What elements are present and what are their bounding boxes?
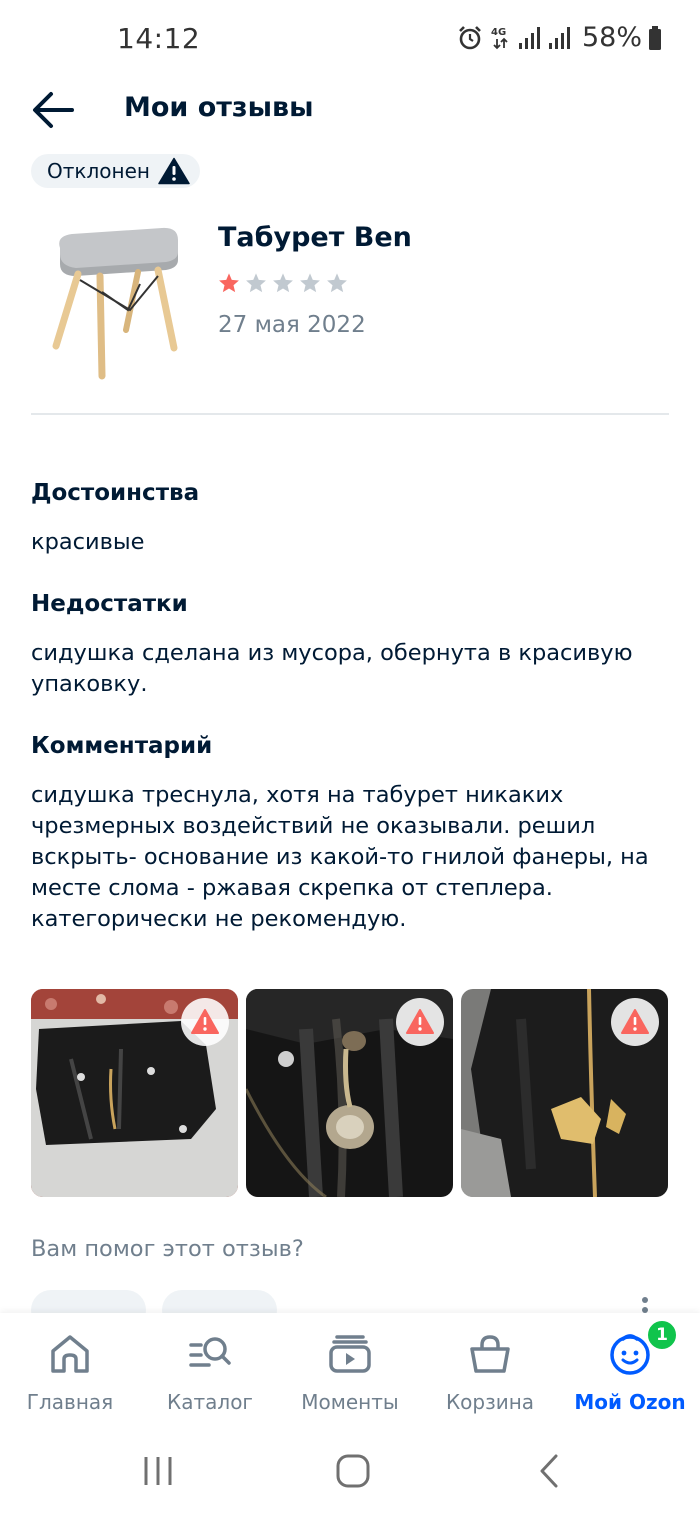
nav-catalog-label: Каталог	[167, 1390, 253, 1414]
star-empty-icon	[299, 272, 321, 294]
status-bar	[0, 0, 700, 80]
alert-triangle-icon	[190, 1008, 220, 1036]
page-title: Мои отзывы	[124, 92, 314, 123]
signal-icon-2	[548, 25, 572, 51]
star-empty-icon	[326, 272, 348, 294]
catalog-icon	[187, 1331, 233, 1377]
nav-home-label: Главная	[26, 1390, 114, 1414]
review-date: 27 мая 2022	[218, 312, 366, 338]
disadvantages-title: Недостатки	[31, 591, 188, 617]
product-name[interactable]: Табурет Ben	[218, 222, 412, 253]
nav-cart-label: Корзина	[445, 1390, 535, 1414]
helpful-question: Вам помог этот отзыв?	[31, 1236, 304, 1262]
alarm-icon	[456, 24, 484, 52]
arrow-left-icon	[30, 88, 76, 132]
nav-my-ozon-label: Мой Ozon	[574, 1390, 686, 1414]
advantages-title: Достоинства	[31, 480, 200, 506]
review-status-label: Отклонен	[47, 159, 150, 183]
review-photo-3[interactable]	[461, 989, 668, 1197]
divider	[31, 413, 669, 415]
stool-image	[46, 214, 186, 384]
home-button-icon[interactable]	[333, 1451, 373, 1491]
review-photos	[31, 989, 668, 1197]
moments-icon	[327, 1331, 373, 1377]
photo-warning-badge	[396, 998, 444, 1046]
nav-moments-label: Моменты	[301, 1390, 399, 1414]
nav-home[interactable]	[0, 1313, 140, 1425]
app-header	[0, 80, 700, 144]
signal-icon	[518, 25, 542, 51]
recent-apps-icon[interactable]	[138, 1451, 178, 1491]
home-icon	[47, 1331, 93, 1377]
battery-percent: 58%	[581, 22, 642, 53]
notification-badge: 1	[646, 1319, 678, 1351]
rating-stars	[218, 272, 348, 294]
review-photo-1[interactable]	[31, 989, 238, 1197]
product-image[interactable]	[46, 214, 186, 384]
warning-icon	[158, 157, 190, 185]
back-button[interactable]	[30, 88, 80, 132]
review-photo-2[interactable]	[246, 989, 453, 1197]
cart-icon	[467, 1331, 513, 1377]
nav-my-ozon[interactable]	[560, 1313, 700, 1425]
network-4g-icon	[490, 24, 512, 52]
nav-moments[interactable]	[280, 1313, 420, 1425]
nav-cart[interactable]	[420, 1313, 560, 1425]
advantages-text: красивые	[31, 529, 145, 555]
disadvantages-text: сидушка сделана из мусора, обернута в красивую упаковку.	[31, 640, 633, 697]
alert-triangle-icon	[620, 1008, 650, 1036]
comment-title: Комментарий	[31, 733, 213, 759]
nav-catalog[interactable]	[140, 1313, 280, 1425]
alert-triangle-icon	[405, 1008, 435, 1036]
status-icons	[456, 22, 662, 53]
star-filled-icon	[218, 272, 240, 294]
comment-text: сидушка треснула, хотя на табурет никаких чрезмерных воздействий не оказывали. решил вскрыть- основание из какой-то гнилой фанеры, на месте слома - ржавая скрепка от степлера. категорически не рекомендую.	[31, 782, 649, 932]
star-empty-icon	[272, 272, 294, 294]
battery-icon	[648, 25, 662, 51]
system-navigation-bar	[0, 1425, 700, 1517]
review-status-badge[interactable]	[31, 154, 200, 188]
svg-text:4G: 4G	[490, 26, 507, 38]
star-empty-icon	[245, 272, 267, 294]
back-nav-icon[interactable]	[530, 1451, 570, 1491]
photo-warning-badge	[611, 998, 659, 1046]
photo-warning-badge	[181, 998, 229, 1046]
status-time: 14:12	[117, 22, 201, 55]
bottom-navigation	[0, 1313, 700, 1425]
